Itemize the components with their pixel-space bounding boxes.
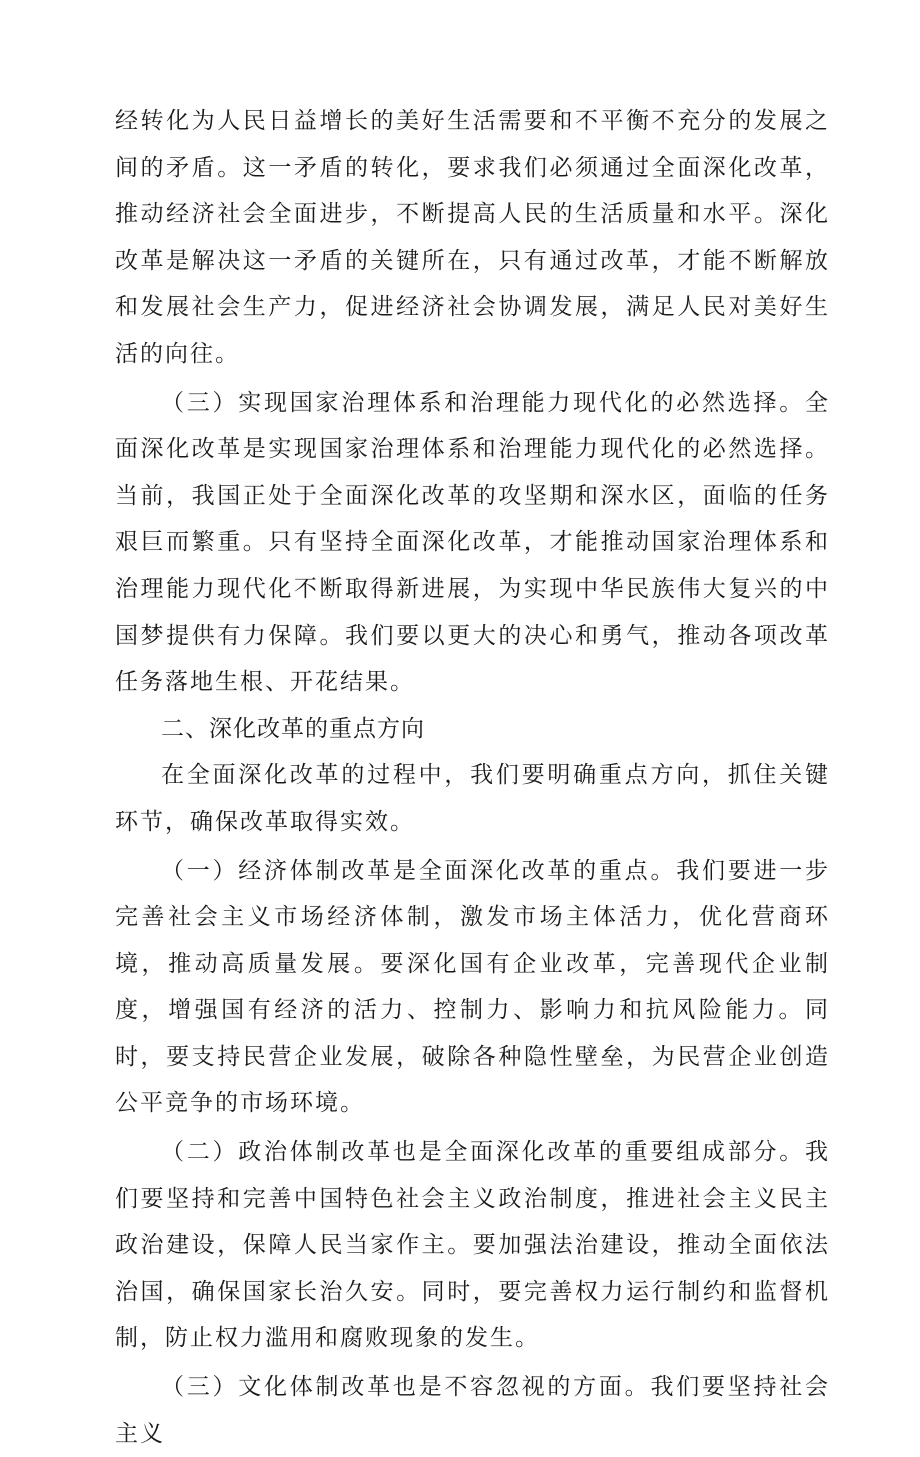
document-page	[115, 98, 830, 1457]
paragraph-political-reform: （二）政治体制改革也是全面深化改革的重要组成部分。我们要坚持和完善中国特色社会主义政治制度，推进社会主义民主政治建设，保障人民当家作主。要加强法治建设，推动全面依法治国，确保国家长治久安。同时，要完善权力运行制约和监督机制，防止权力滥用和腐败现象的发生。	[115, 1139, 830, 1352]
paragraph-intro: 在全面深化改革的过程中，我们要明确重点方向，抓住关键环节，确保改革取得实效。	[115, 762, 830, 835]
paragraph-economic-reform: （一）经济体制改革是全面深化改革的重点。我们要进一步完善社会主义市场经济体制，激发市场主体活力，优化营商环境，推动高质量发展。要深化国有企业改革，完善现代企业制度，增强国有经济的活力、控制力、影响力和抗风险能力。同时，要支持民营企业发展，破除各种隐性壁垒，为民营企业创造公平竞争的市场环境。	[115, 857, 830, 1117]
paragraph-cultural-reform: （三）文化体制改革也是不容忽视的方面。我们要坚持社会主义	[115, 1374, 830, 1447]
section-heading: 二、深化改革的重点方向	[161, 715, 425, 742]
paragraph-section-three: （三）实现国家治理体系和治理能力现代化的必然选择。全面深化改革是实现国家治理体系和治理能力现代化的必然选择。当前，我国正处于全面深化改革的攻坚期和深水区，面临的任务艰巨而繁重。只有坚持全面深化改革，才能推动国家治理体系和治理能力现代化不断取得新进展，为实现中华民族伟大复兴的中国梦提供有力保障。我们要以更大的决心和勇气，推动各项改革任务落地生根、开花结果。	[115, 389, 830, 696]
paragraph-continuation: 经转化为人民日益增长的美好生活需要和不平衡不充分的发展之间的矛盾。这一矛盾的转化，要求我们必须通过全面深化改革，推动经济社会全面进步，不断提高人民的生活质量和水平。深化改革是解决这一矛盾的关键所在，只有通过改革，才能不断解放和发展社会生产力，促进经济社会协调发展，满足人民对美好生活的向往。	[115, 108, 830, 367]
